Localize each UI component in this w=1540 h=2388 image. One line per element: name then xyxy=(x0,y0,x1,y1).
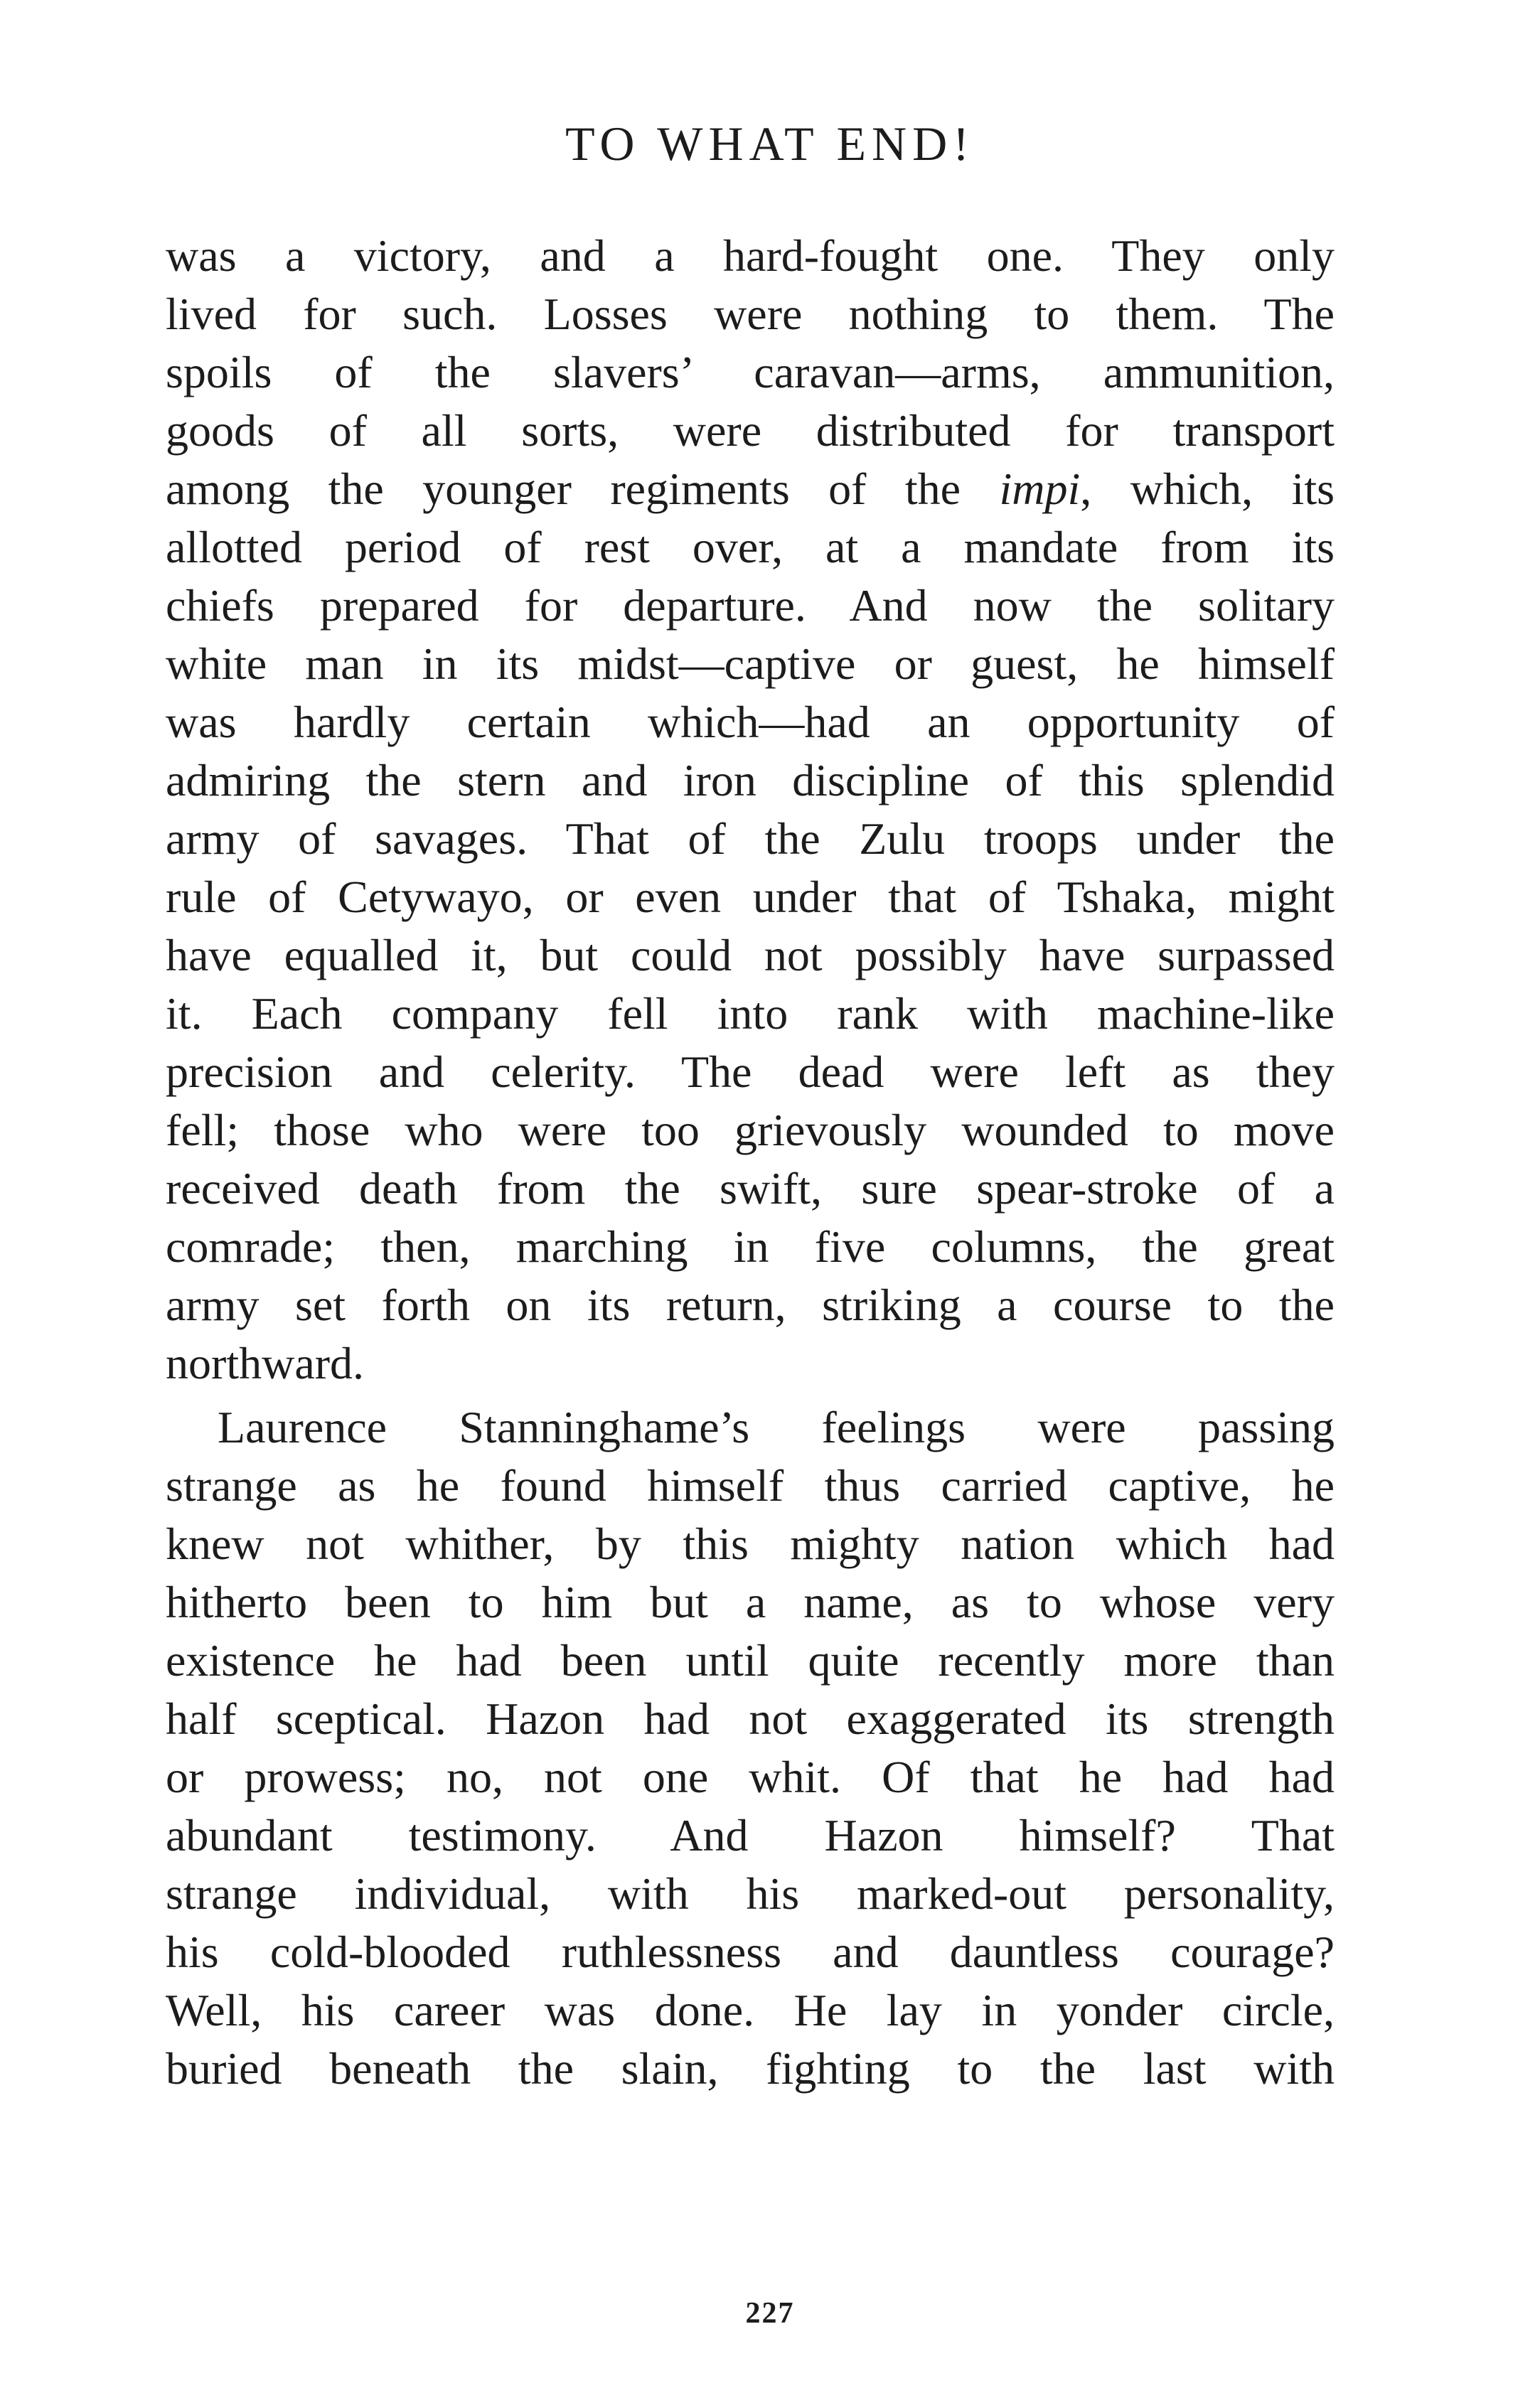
text-line: was hardly certain which—had an opportunity of xyxy=(166,697,1335,747)
text-line: strange as he found himself thus carried captive, he xyxy=(166,1460,1335,1511)
text-line: army of savages. That of the Zulu troops under the xyxy=(166,813,1335,864)
text-line: comrade; then, marching in five columns, the great xyxy=(166,1221,1335,1272)
text-line: existence he had been until quite recently more than xyxy=(166,1635,1335,1686)
text-line: precision and celerity. The dead were left as they xyxy=(166,1046,1335,1097)
text-line: lived for such. Losses were nothing to them. The xyxy=(166,289,1335,339)
text-line: northward. xyxy=(166,1338,365,1388)
text-line: received death from the swift, sure spear-stroke of a xyxy=(166,1163,1335,1214)
text-line: half sceptical. Hazon had not exaggerated its strength xyxy=(166,1693,1335,1744)
text-line: abundant testimony. And Hazon himself? That xyxy=(166,1810,1335,1860)
text-line: Well, his career was done. He lay in yonder circle, xyxy=(166,1985,1335,2035)
text-line: his cold-blooded ruthlessness and dauntless courage? xyxy=(166,1927,1335,1977)
text-line: white man in its midst—captive or guest, he himself xyxy=(166,638,1335,689)
text-line: spoils of the slavers’ caravan—arms, ammunition, xyxy=(166,347,1335,397)
text-line: army set forth on its return, striking a course to the xyxy=(166,1280,1335,1330)
text-line: buried beneath the slain, fighting to the last with xyxy=(166,2043,1335,2094)
text-line: hitherto been to him but a name, as to whose very xyxy=(166,1577,1335,1627)
page-number: 227 xyxy=(745,2297,795,2330)
text-line: knew not whither, by this mighty nation which had xyxy=(166,1519,1335,1569)
text-line: rule of Cetywayo, or even under that of Tshaka, might xyxy=(166,872,1335,922)
text-line: admiring the stern and iron discipline of this splendid xyxy=(166,755,1335,805)
running-head: TO WHAT END! xyxy=(565,117,975,171)
text-line: was a victory, and a hard-fought one. They only xyxy=(166,230,1335,281)
line-start: among the younger regiments of the impi, which, its xyxy=(166,464,1335,514)
text-line: fell; those who were too grievously wounded to move xyxy=(166,1105,1335,1155)
text-line xyxy=(166,459,1335,519)
text-line: or prowess; no, not one whit. Of that he had had xyxy=(166,1752,1335,1802)
text-line: goods of all sorts, were distributed for transport xyxy=(166,405,1335,456)
paragraph-first-line: Laurence Stanninghame’s feelings were passing xyxy=(218,1402,1335,1452)
text-line: allotted period of rest over, at a mandate from its xyxy=(166,522,1335,572)
text-line: chiefs prepared for departure. And now the solitary xyxy=(166,580,1335,631)
text-line: it. Each company fell into rank with machine-like xyxy=(166,988,1335,1039)
text-line: strange individual, with his marked-out personality, xyxy=(166,1868,1335,1919)
text-line: have equalled it, but could not possibly have surpassed xyxy=(166,930,1335,980)
